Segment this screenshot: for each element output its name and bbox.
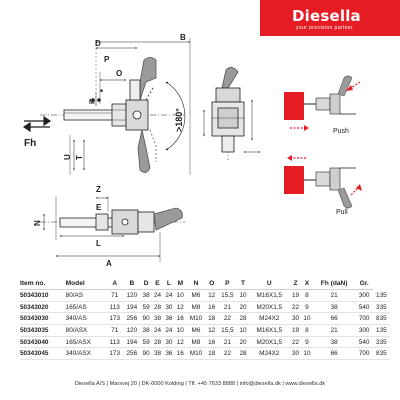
table-cell: 66 [313,313,356,325]
col-header: N [186,277,206,290]
dim-label-p: P [104,55,110,64]
table-cell: 21 [313,290,356,302]
table-cell: 21 [217,336,237,348]
col-header: Model [66,277,107,290]
table-row [20,313,390,325]
table-cell: 12 [175,301,186,313]
table-cell: 16 [206,301,217,313]
table-cell: 15,5 [217,290,237,302]
dim-label-d: D [95,39,101,48]
dim-label-z: Z [96,185,101,194]
table-cell: 30 [163,336,174,348]
table-cell: 90 [140,348,151,360]
table-cell: 165/ASX [66,336,107,348]
dim-label-n: N [33,220,42,226]
col-header: Gr. [356,277,373,290]
table-cell: 10 [237,325,248,337]
table-cell: 38 [140,325,151,337]
table-cell: 38 [313,301,356,313]
table-cell: M24X2 [249,313,290,325]
table-cell: 700 [356,313,373,325]
dim-label-e: E [96,203,102,212]
table-cell: M10 [186,348,206,360]
table-cell: 540 [356,336,373,348]
table-cell: M8 [186,301,206,313]
dim-label-a: A [106,259,112,268]
col-header: Fh (daN) [313,277,356,290]
table-cell: 36 [163,313,174,325]
dim-label-o: O [116,69,123,78]
dim-label-b: B [180,33,186,42]
spec-table-body [20,290,390,360]
table-cell: 90 [140,313,151,325]
table-cell: M24X2 [249,348,290,360]
table-cell: 335 [373,336,390,348]
table-cell: 10 [301,348,312,360]
force-arrows [24,117,50,131]
brand-tagline: your precision partner [296,25,354,31]
table-cell: 24 [163,290,174,302]
table-cell: 50343030 [20,313,66,325]
table-cell: 38 [152,313,163,325]
table-cell: 8 [301,325,312,337]
table-cell: 540 [356,301,373,313]
table-cell: 9 [301,336,312,348]
table-cell: 50343010 [20,290,66,302]
table-row [20,348,390,360]
table-cell: 30 [290,348,301,360]
table-row [20,301,390,313]
table-cell: 16 [175,313,186,325]
table-cell: 28 [152,336,163,348]
col-header: A [106,277,123,290]
dim-label-t: T [75,155,84,160]
table-cell: 194 [123,336,140,348]
dim-label-u: U [63,154,72,160]
table-cell: 10 [237,290,248,302]
col-header: L [163,277,174,290]
table-cell: 835 [373,348,390,360]
table-cell: 71 [106,325,123,337]
table-cell: 135 [373,290,390,302]
table-cell: 28 [152,301,163,313]
table-cell: 36 [163,348,174,360]
table-cell: 20 [237,336,248,348]
table-cell: 22 [290,336,301,348]
table-cell: 19 [290,290,301,302]
col-header: B [123,277,140,290]
pull-label: Pull [336,209,348,216]
table-cell: M20X1,5 [249,301,290,313]
table-cell: 19 [290,325,301,337]
bottom-clamp-drawing [40,196,185,262]
table-cell: 9 [301,301,312,313]
table-cell: 340/AS [66,313,107,325]
table-cell: 135 [373,325,390,337]
push-diagram [284,76,360,131]
table-cell: M20X1,5 [249,336,290,348]
table-cell: 165/AS [66,301,107,313]
table-cell: 24 [152,290,163,302]
table-cell: 59 [140,336,151,348]
table-cell: 59 [140,301,151,313]
table-cell: 24 [163,325,174,337]
table-row [20,325,390,337]
table-cell: 24 [152,325,163,337]
table-row [20,290,390,302]
table-cell: M16X1,5 [249,325,290,337]
table-cell: 835 [373,313,390,325]
dim-label-star: * [100,88,104,97]
table-cell: 22 [217,348,237,360]
table-cell: 173 [106,348,123,360]
table-cell: 194 [123,301,140,313]
table-cell: 80/ASX [66,325,107,337]
table-cell: 38 [140,290,151,302]
footer-contact: Diesella A/S | Marsvej 20 | DK-6000 Kolding | Tlf. +45 7633 8888 | info@diesella.dk | www.diesella.dk [74,381,326,387]
col-header: T [237,277,248,290]
side-view-drawing [204,67,260,160]
table-cell: 256 [123,313,140,325]
brand-name: Diesella [292,7,361,25]
table-cell: 50343020 [20,301,66,313]
table-cell: 30 [290,313,301,325]
table-cell: 16 [206,336,217,348]
spec-table [20,277,390,360]
col-header: M [175,277,186,290]
force-label: Fh [24,138,37,149]
table-cell: M6 [186,325,206,337]
col-header: U [249,277,290,290]
table-cell: 300 [356,290,373,302]
col-header: P [217,277,237,290]
pull-diagram [284,155,362,208]
pull-block [284,166,304,194]
table-cell: 20 [237,301,248,313]
angle-label: >180° [174,108,184,132]
table-cell: 18 [206,348,217,360]
table-cell: 22 [290,301,301,313]
table-cell: 38 [152,348,163,360]
table-cell: 12 [206,290,217,302]
table-cell: 173 [106,313,123,325]
col-header: Item no. [20,277,66,290]
table-cell: 10 [301,313,312,325]
table-cell: M16X1,5 [249,290,290,302]
col-header: Z [290,277,301,290]
dim-label-l: L [96,239,101,248]
table-cell: 12 [206,325,217,337]
col-header: E [152,277,163,290]
col-header: O [206,277,217,290]
table-cell: M10 [186,313,206,325]
dim-label-m: M [89,99,95,106]
col-header: D [140,277,151,290]
table-cell: 120 [123,290,140,302]
table-cell: 120 [123,325,140,337]
table-cell: 38 [313,336,356,348]
push-block [284,92,304,120]
table-cell: 28 [237,348,248,360]
table-cell: 50343040 [20,336,66,348]
table-cell: 10 [175,325,186,337]
table-cell: 113 [106,336,123,348]
table-cell: 16 [175,348,186,360]
table-cell: M6 [186,290,206,302]
table-cell: 340/ASX [66,348,107,360]
table-cell: 335 [373,301,390,313]
table-cell: 30 [163,301,174,313]
table-cell: 700 [356,348,373,360]
table-row [20,336,390,348]
table-cell: 66 [313,348,356,360]
table-cell: 80/AS [66,290,107,302]
table-cell: 12 [175,336,186,348]
spec-table-header [20,277,390,290]
col-header: X [301,277,312,290]
table-cell: 300 [356,325,373,337]
table-cell: 256 [123,348,140,360]
table-cell: 22 [217,313,237,325]
table-cell: 71 [106,290,123,302]
table-cell: 50343035 [20,325,66,337]
table-cell: M8 [186,336,206,348]
table-cell: 8 [301,290,312,302]
table-cell: 21 [313,325,356,337]
table-cell: 113 [106,301,123,313]
table-cell: 21 [217,301,237,313]
table-cell: 18 [206,313,217,325]
table-cell: 50343045 [20,348,66,360]
table-cell: 28 [237,313,248,325]
push-label: Push [333,128,349,135]
table-cell: 10 [175,290,186,302]
table-cell: 15,5 [217,325,237,337]
